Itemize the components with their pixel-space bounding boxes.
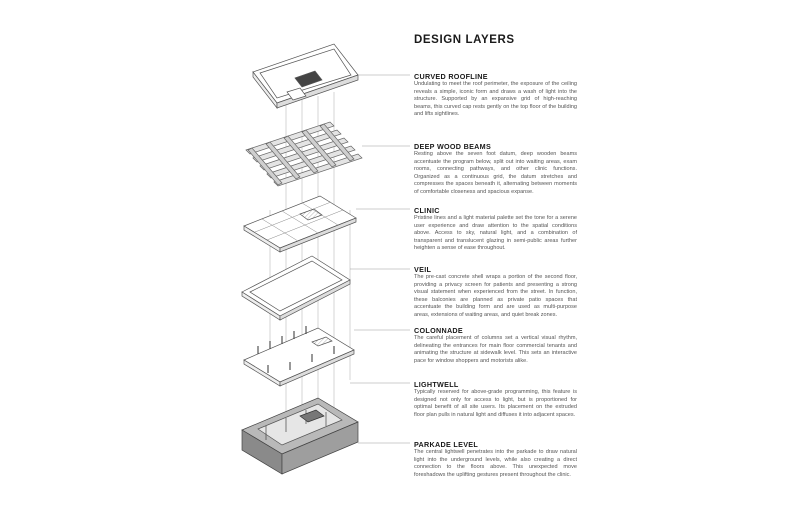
layer-heading: LIGHTWELL xyxy=(414,380,459,389)
layer-veil xyxy=(414,265,577,319)
layer-heading: CURVED ROOFLINE xyxy=(414,72,488,81)
layer-lightwell xyxy=(414,380,577,419)
diagram-title: DESIGN LAYERS xyxy=(414,34,515,46)
layer-description: Typically reserved for above-grade programming, this feature is designed not only for access to light, but is proportioned for optimal benefit of all site users. Its placement on the extruded floor plan pulls in natural light and diffuses it into adjacent spaces. xyxy=(414,389,577,418)
layer-description: The careful placement of columns set a vertical visual rhythm, delineating the entrances for main floor commercial tenants and animating the structure at sidewalk level. This sets an interactive pace for window shoppers and motorists alike. xyxy=(414,335,577,364)
layer-heading: COLONNADE xyxy=(414,326,464,335)
layer-parkade-level xyxy=(414,440,577,479)
layer-heading: DEEP WOOD BEAMS xyxy=(414,142,492,151)
leader-lines xyxy=(350,75,410,443)
layer-clinic xyxy=(414,206,577,253)
layer-heading: CLINIC xyxy=(414,206,440,215)
layer-description: Resting above the seven foot datum, deep wooden beams accentuate the program below, split out into waiting areas, exam rooms, connecting pathways, and other clinic functions. Organized as a continuous grid, the datum stretches and compresses the spaces beneath it, alternating between moments of comfortable closeness and spacious expanse. xyxy=(414,151,577,195)
layer-heading: PARKADE LEVEL xyxy=(414,440,479,449)
colonnade-layer xyxy=(244,326,354,386)
wood-beams-layer xyxy=(246,122,362,186)
layer-description: Undulating to meet the roof perimeter, the exposure of the ceiling reveals a simple, iconic form and draws a wash of light into the structure. Supported by an expansive grid of high-reaching beams, this curved cap rests gently on the top floor of the building and lifts sightlines. xyxy=(414,81,577,118)
layer-description: The pre-cast concrete shell wraps a portion of the second floor, providing a privacy screen for patients and presenting a strong visual statement when experienced from the street. In function, these balconies are planned as private patio spaces that accentuate the building form and are used as multi-purpose areas, extensions of waiting areas, and quiet break zones. xyxy=(414,274,577,318)
layer-heading: VEIL xyxy=(414,265,432,274)
roofline-layer xyxy=(253,44,358,108)
layer-deep-wood-beams xyxy=(414,142,577,196)
layer-description: The central lightwell penetrates into the parkade to draw natural light into the underground levels, while also creating a direct connection to the floors above. This unexpected move foreshadows the uplifting gestures present throughout the clinic. xyxy=(414,449,577,478)
layer-description: Pristine lines and a light material palette set the tone for a serene user experience and draw attention to the spatial conditions above. Access to sky, natural light, and a combination of transparent and translucent glazing in semi-public areas further heighten a sense of ease throughout. xyxy=(414,215,577,252)
layer-colonnade xyxy=(414,326,577,365)
parkade-layer xyxy=(242,398,358,474)
layer-curved-roofline xyxy=(414,72,577,119)
clinic-layer xyxy=(244,196,356,252)
